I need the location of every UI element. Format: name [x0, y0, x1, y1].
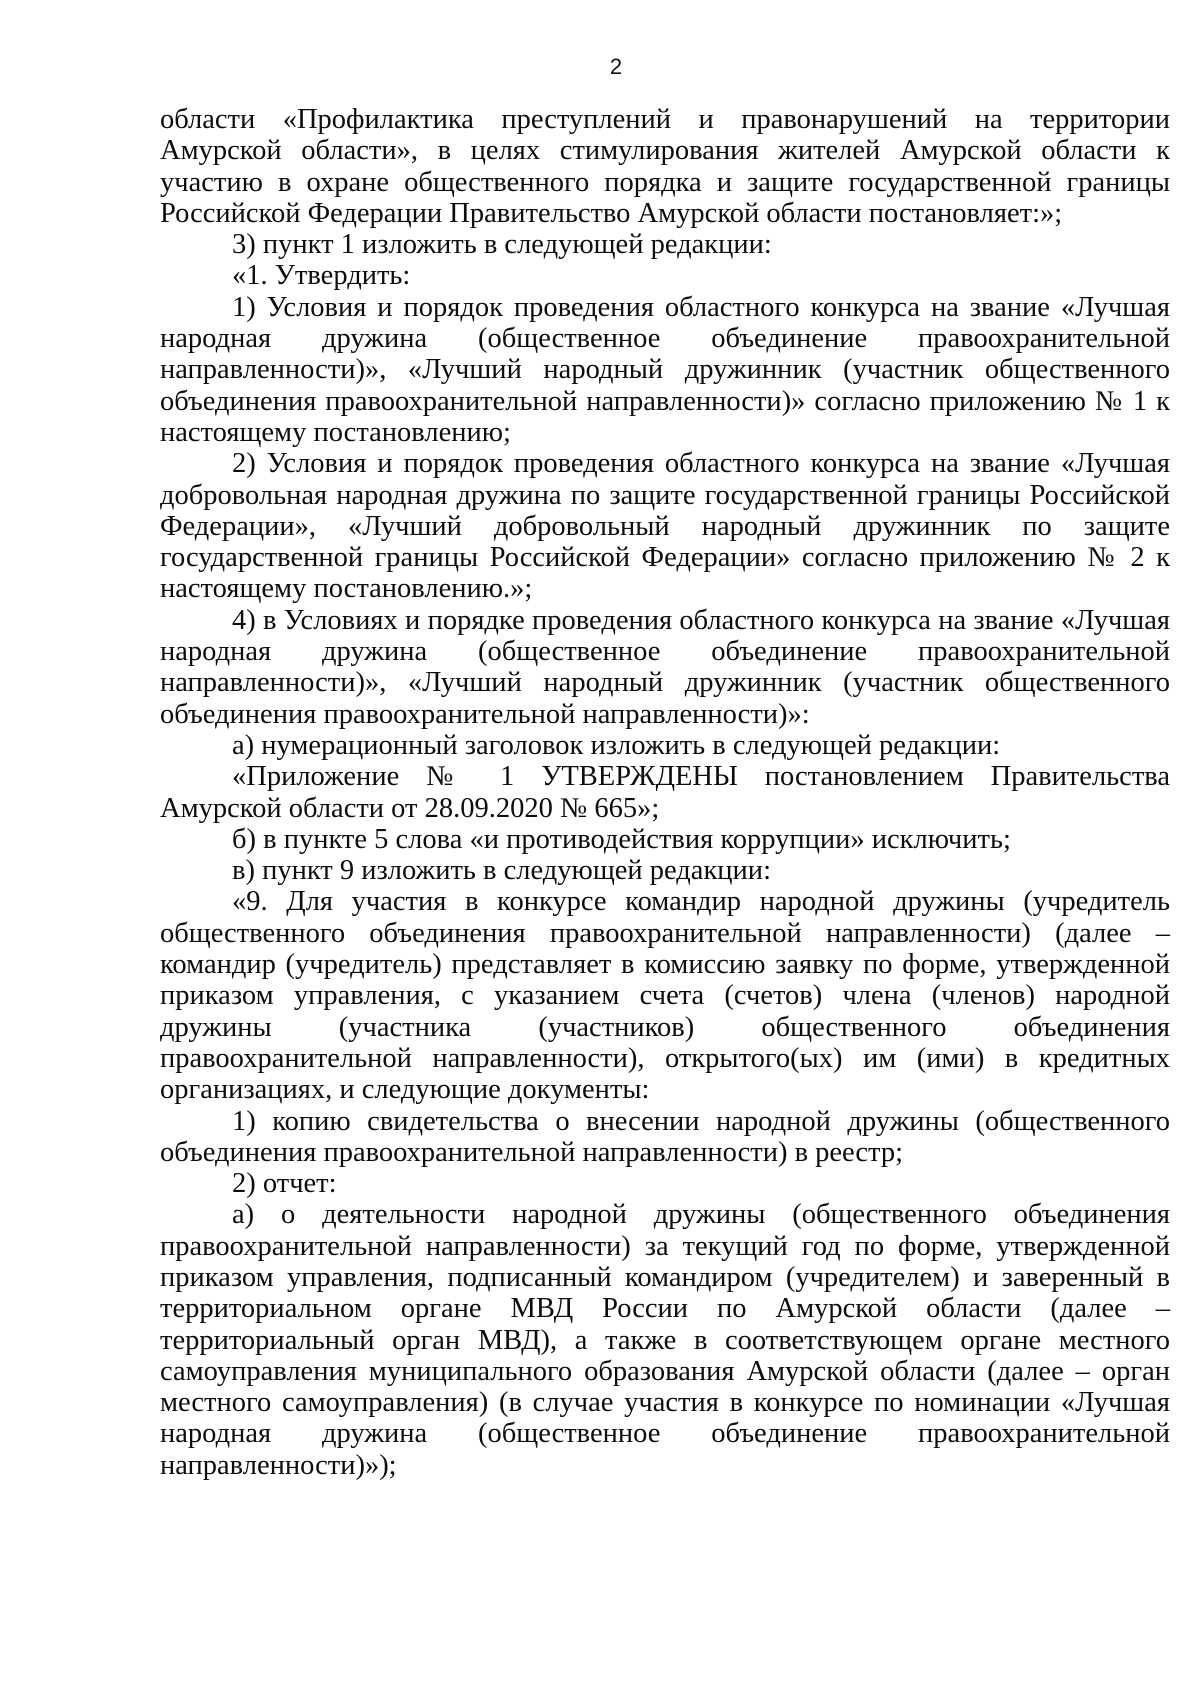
paragraph: 1) Условия и порядок проведения областного конкурса на звание «Лучшая народная дружина (общественное объединение правоохранительной направленности)», «Лучший народный дружинник (участник общественного объединения правоохранительной направленности)» согласно приложению № 1 к настоящему постановлению;	[160, 291, 1170, 448]
paragraph: области «Профилактика преступлений и правонарушений на территории Амурской области», в целях стимулирования жителей Амурской области к участию в охране общественного порядка и защите государственной границы Российской Федерации Правительство Амурской области постановляет:»;	[160, 104, 1170, 229]
paragraph: «Приложение № 1 УТВЕРЖДЕНЫ постановлением Правительства Амурской области от 28.09.2020 № 665»;	[160, 761, 1170, 824]
paragraph: «1. Утвердить:	[232, 260, 411, 292]
paragraph: б) в пункте 5 слова «и противодействия коррупции» исключить;	[232, 823, 1011, 855]
page-number: 2	[609, 54, 623, 79]
paragraph: а) о деятельности народной дружины (общественного объединения правоохранительной направленности) за текущий год по форме, утвержденной приказом управления, подписанный командиром (учредителем) и заверенный в территориальном органе МВД России по Амурской области (далее – территориальный орган МВД), а также в соответствующем органе местного самоуправления муниципального образования Амурской области (далее – орган местного самоуправления) (в случае участия в конкурсе по номинации «Лучшая народная дружина (общественное объединение правоохранительной направленности)»);	[160, 1199, 1170, 1481]
paragraph: 2) Условия и порядок проведения областного конкурса на звание «Лучшая добровольная народная дружина по защите государственной границы Российской Федерации», «Лучший добровольный народный дружинник по защите государственной границы Российской Федерации» согласно приложению № 2 к настоящему постановлению.»;	[160, 448, 1170, 605]
paragraph: 4) в Условиях и порядке проведения областного конкурса на звание «Лучшая народная дружина (общественное объединение правоохранительной направленности)», «Лучший народный дружинник (участник общественного объединения правоохранительной направленности)»:	[160, 604, 1170, 730]
paragraph: 3) пункт 1 изложить в следующей редакции:	[232, 229, 772, 261]
paragraph: 1) копию свидетельства о внесении народной дружины (общественного объединения правоохранительной направленности) в реестр;	[160, 1105, 1170, 1168]
paragraph: 2) отчет:	[232, 1168, 337, 1200]
paragraph: а) нумерационный заголовок изложить в следующей редакции:	[232, 729, 1001, 761]
paragraph: «9. Для участия в конкурсе командир народной дружины (учредитель общественного объединения правоохранительной направленности) (далее – командир (учредитель) представляет в комиссию заявку по форме, утвержденной приказом управления, с указанием счета (счетов) члена (членов) народной дружины (участника (участников) общественного объединения правоохранительной направленности), открытого(ых) им (ими) в кредитных организациях, и следующие документы:	[160, 886, 1170, 1106]
paragraph: в) пункт 9 изложить в следующей редакции:	[232, 855, 771, 887]
document-body	[160, 104, 1170, 1481]
